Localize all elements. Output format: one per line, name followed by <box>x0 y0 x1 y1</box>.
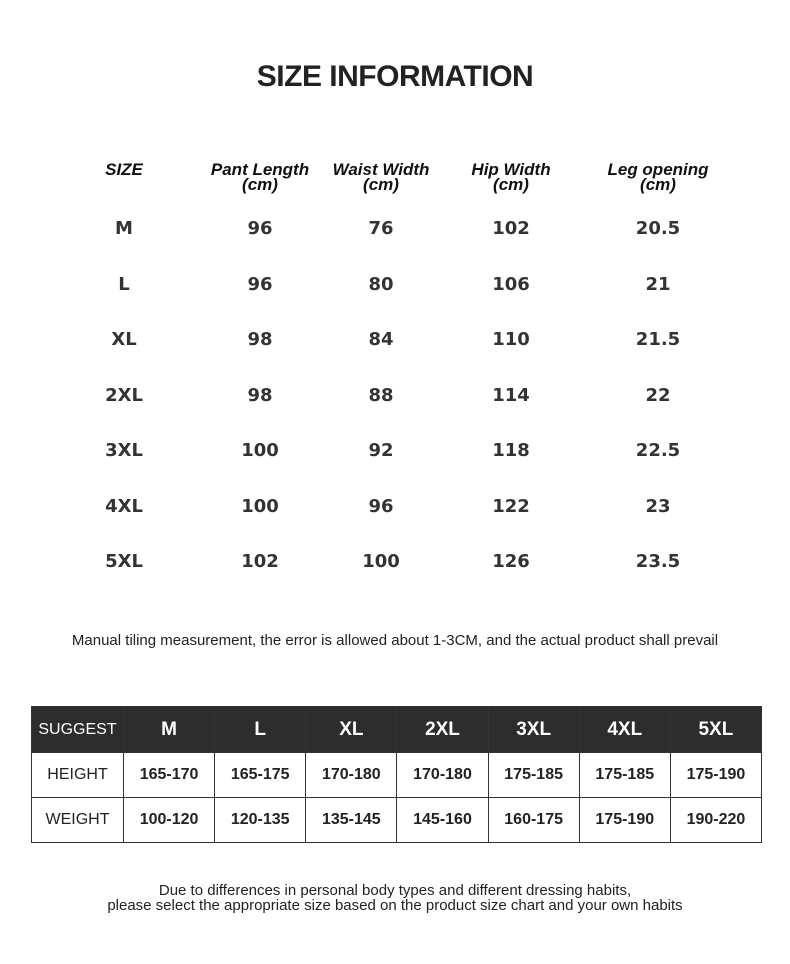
measurement-value: 92 <box>368 440 394 461</box>
size-row <box>0 274 790 304</box>
measurement-value: 106 <box>492 274 530 295</box>
height-range: 165-170 <box>124 753 215 798</box>
measurement-value: 114 <box>492 385 530 406</box>
size-row <box>0 218 790 248</box>
suggestion-header-row <box>32 707 762 753</box>
footer-note <box>0 883 790 913</box>
size-label: 3XL <box>105 440 143 461</box>
size-label: 5XL <box>105 551 143 572</box>
page-title: SIZE INFORMATION <box>256 60 534 93</box>
weight-range: 100-120 <box>124 798 215 843</box>
measurement-value: 22.5 <box>635 440 681 461</box>
footer-note-line: Due to differences in personal body types and different dressing habits, <box>158 882 632 899</box>
column-header-unit: (cm) <box>493 175 529 194</box>
column-header-unit: (cm) <box>363 175 399 194</box>
suggest-header-label: SUGGEST <box>32 707 124 753</box>
measurement-value: 76 <box>368 218 394 239</box>
size-row <box>0 329 790 359</box>
column-header <box>211 162 309 192</box>
height-range: 175-185 <box>488 753 579 798</box>
measurement-value: 96 <box>247 274 273 295</box>
measurement-value: 80 <box>368 274 394 295</box>
measurement-value: 118 <box>492 440 530 461</box>
size-row <box>0 385 790 415</box>
height-range: 170-180 <box>306 753 397 798</box>
height-label: HEIGHT <box>32 753 124 798</box>
suggest-size-header: 5XL <box>670 707 761 753</box>
measurement-value: 23.5 <box>635 551 681 572</box>
weight-range: 175-190 <box>579 798 670 843</box>
measurement-value: 122 <box>492 496 530 517</box>
suggest-size-header: 3XL <box>488 707 579 753</box>
size-row <box>0 440 790 470</box>
measurement-value: 100 <box>241 440 279 461</box>
measurement-value: 126 <box>492 551 530 572</box>
measurement-value: 98 <box>247 385 273 406</box>
measurement-value: 100 <box>241 496 279 517</box>
weight-range: 120-135 <box>215 798 306 843</box>
measurement-value: 21.5 <box>635 329 681 350</box>
suggest-size-header: XL <box>306 707 397 753</box>
size-row <box>0 496 790 526</box>
size-label: L <box>118 274 130 295</box>
column-header-unit: (cm) <box>640 175 676 194</box>
weight-range: 145-160 <box>397 798 488 843</box>
suggest-size-header: L <box>215 707 306 753</box>
height-row <box>32 753 762 798</box>
footer-note-line: please select the appropriate size based on the product size chart and your own habits <box>107 897 683 914</box>
size-row <box>0 551 790 581</box>
size-suggestion-table <box>31 706 762 843</box>
measurement-value: 20.5 <box>635 218 681 239</box>
column-header <box>333 162 430 192</box>
weight-range: 160-175 <box>488 798 579 843</box>
column-header-title: Hip Width <box>471 160 551 179</box>
measurement-value: 23 <box>645 496 671 517</box>
column-header <box>105 162 143 177</box>
measurement-value: 22 <box>645 385 671 406</box>
weight-range: 135-145 <box>306 798 397 843</box>
weight-row <box>32 798 762 843</box>
size-label: M <box>115 218 133 239</box>
measurement-note: Manual tiling measurement, the error is allowed about 1-3CM, and the actual product shall prevail <box>71 632 719 649</box>
measurement-value: 96 <box>247 218 273 239</box>
measurement-value: 102 <box>241 551 279 572</box>
weight-range: 190-220 <box>670 798 761 843</box>
measurement-value: 88 <box>368 385 394 406</box>
suggest-size-header: M <box>124 707 215 753</box>
size-chart-header-row <box>0 162 790 192</box>
column-header-title: Leg opening <box>607 160 709 179</box>
measurement-value: 102 <box>492 218 530 239</box>
measurement-value: 100 <box>362 551 400 572</box>
weight-label: WEIGHT <box>32 798 124 843</box>
height-range: 170-180 <box>397 753 488 798</box>
size-label: 2XL <box>105 385 143 406</box>
measurement-value: 98 <box>247 329 273 350</box>
column-header-title: SIZE <box>105 160 143 179</box>
height-range: 175-190 <box>670 753 761 798</box>
height-range: 175-185 <box>579 753 670 798</box>
column-header <box>471 162 550 192</box>
measurement-value: 21 <box>645 274 671 295</box>
size-label: XL <box>111 329 137 350</box>
column-header <box>607 162 708 192</box>
column-header-title: Waist Width <box>332 160 430 179</box>
measurement-value: 110 <box>492 329 530 350</box>
size-label: 4XL <box>105 496 143 517</box>
column-header-title: Pant Length <box>210 160 310 179</box>
suggest-size-header: 4XL <box>579 707 670 753</box>
measurement-value: 96 <box>368 496 394 517</box>
suggest-size-header: 2XL <box>397 707 488 753</box>
height-range: 165-175 <box>215 753 306 798</box>
column-header-unit: (cm) <box>242 175 278 194</box>
measurement-value: 84 <box>368 329 394 350</box>
